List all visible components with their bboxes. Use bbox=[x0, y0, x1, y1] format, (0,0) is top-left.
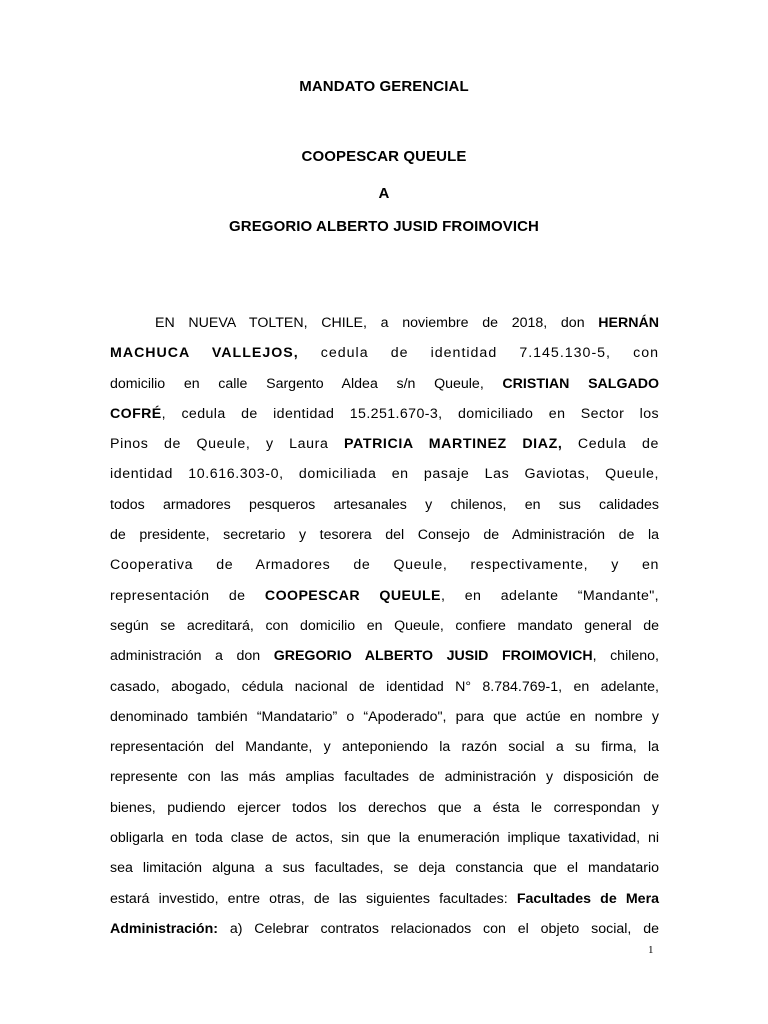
body-text-segment: representación del Mandante, y anteponiendo la razón social a su firma, la bbox=[110, 739, 659, 756]
bold-text: GREGORIO ALBERTO JUSID FROIMOVICH bbox=[273, 648, 593, 665]
body-text-segment: EN NUEVA TOLTEN, CHILE, a noviembre de 2018, don bbox=[155, 315, 599, 331]
body-text-segment: Pinos de Queule, y Laura bbox=[110, 436, 345, 453]
page-number: 1 bbox=[648, 944, 654, 956]
body-line bbox=[110, 369, 659, 399]
body-line bbox=[110, 520, 659, 550]
body-line bbox=[110, 762, 659, 792]
bold-text: COOPESCAR QUEULE bbox=[264, 587, 441, 604]
body-text-segment: , cedula de identidad 15.251.670-3, domiciliado en Sector los bbox=[161, 405, 659, 422]
body-text-segment: cedula de identidad 7.145.130-5, con bbox=[298, 345, 659, 362]
body-text-segment: de presidente, secretario y tesorera del Consejo de Administración de la bbox=[110, 527, 659, 544]
body-text-segment: Cedula de bbox=[562, 436, 659, 453]
bold-text: Administración: bbox=[110, 920, 218, 937]
party-to: GREGORIO ALBERTO JUSID FROIMOVICH bbox=[229, 218, 539, 235]
body-line bbox=[110, 459, 659, 489]
body-text-segment: bienes, pudiendo ejercer todos los derechos que a ésta le correspondan y bbox=[110, 799, 659, 816]
body-line bbox=[110, 581, 659, 611]
body-text-segment: obligarla en toda clase de actos, sin que la enumeración implique taxatividad, ni bbox=[110, 830, 659, 847]
body-text-segment: , en adelante “Mandante", bbox=[440, 587, 660, 604]
body-text-segment: estará investido, entre otras, de las siguientes facultades: bbox=[110, 890, 517, 907]
bold-text: MACHUCA VALLEJOS, bbox=[110, 345, 299, 362]
body-line bbox=[110, 490, 659, 520]
body-line bbox=[110, 914, 659, 944]
body-line bbox=[110, 793, 659, 823]
body-text-segment: según se acreditará, con domicilio en Queule, confiere mandato general de bbox=[110, 617, 659, 634]
bold-text: Facultades de Mera bbox=[516, 890, 659, 907]
body-line bbox=[110, 429, 659, 459]
body-text-segment: denominado también “Mandatario” o “Apoderado", para que actúe en nombre y bbox=[110, 708, 659, 725]
body-text-segment: a) Celebrar contratos relacionados con el objeto social, de bbox=[218, 920, 659, 937]
party-from: COOPESCAR QUEULE bbox=[301, 148, 467, 165]
body-text-segment: identidad 10.616.303-0, domiciliada en pasaje Las Gaviotas, Queule, bbox=[110, 466, 659, 483]
connector: A bbox=[378, 185, 390, 202]
body-line bbox=[110, 308, 659, 338]
body-text-segment: sea limitación alguna a sus facultades, se deja constancia que el mandatario bbox=[110, 860, 659, 877]
body-text-segment: , chileno, bbox=[592, 648, 659, 665]
body-line bbox=[110, 611, 659, 641]
body-text-segment: representación de bbox=[110, 587, 265, 604]
bold-text: COFRÉ bbox=[110, 405, 162, 422]
body-line bbox=[110, 550, 659, 580]
document-title: MANDATO GERENCIAL bbox=[299, 78, 469, 95]
body-text-segment: administración a don bbox=[110, 648, 274, 665]
body-text-segment: todos armadores pesqueros artesanales y chilenos, en sus calidades bbox=[110, 496, 659, 513]
body-line bbox=[110, 823, 659, 853]
body-text-segment: represente con las más amplias facultades de administración y disposición de bbox=[110, 769, 659, 786]
body-line bbox=[110, 338, 659, 368]
body-line bbox=[110, 399, 659, 429]
body-text-segment: domicilio en calle Sargento Aldea s/n Queule, bbox=[110, 375, 503, 392]
bold-text: PATRICIA MARTINEZ DIAZ, bbox=[344, 436, 563, 453]
body-text-segment: casado, abogado, cédula nacional de identidad N° 8.784.769-1, en adelante, bbox=[110, 678, 659, 695]
bold-text: HERNÁN bbox=[598, 315, 659, 331]
body-line bbox=[110, 641, 659, 671]
body-line bbox=[110, 853, 659, 883]
body-line bbox=[110, 732, 659, 762]
document-body bbox=[110, 308, 659, 944]
body-line bbox=[110, 884, 659, 914]
body-text-segment: Cooperativa de Armadores de Queule, respectivamente, y en bbox=[110, 557, 659, 574]
body-line bbox=[110, 672, 659, 702]
body-line bbox=[110, 702, 659, 732]
bold-text: CRISTIAN SALGADO bbox=[502, 375, 660, 392]
